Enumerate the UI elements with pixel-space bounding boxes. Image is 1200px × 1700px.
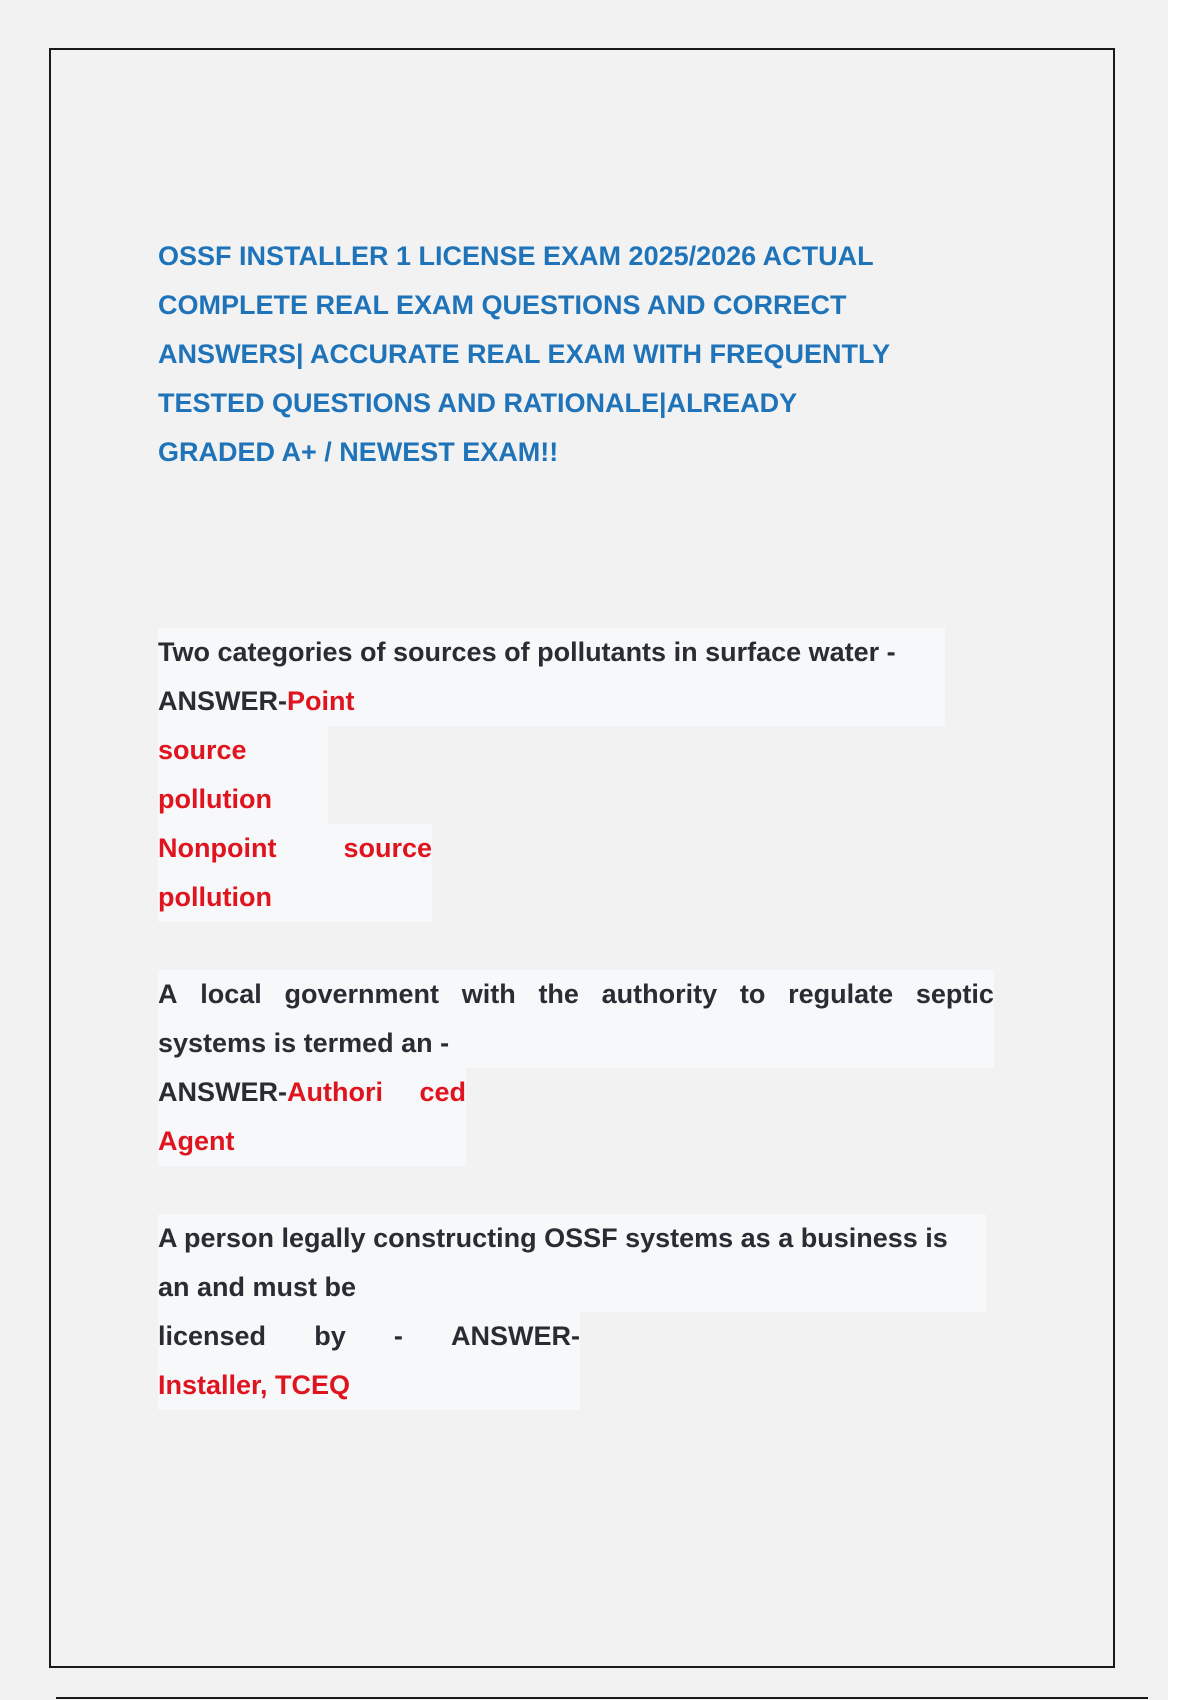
- right-gutter: [1168, 0, 1200, 1700]
- question-word: A: [158, 979, 178, 1009]
- answer-2-band: [158, 1068, 466, 1166]
- question-3-line-1: A person legally constructing OSSF systems as a business is: [158, 1223, 948, 1253]
- answer-word: source: [343, 833, 432, 863]
- question-word: to: [739, 979, 766, 1009]
- answer-3-band: [158, 1312, 580, 1410]
- answer-1-band-a: [158, 726, 328, 824]
- title-line-1: OSSF INSTALLER 1 LICENSE EXAM 2025/2026 ACTUAL: [158, 241, 874, 271]
- question-1-text: Two categories of sources of pollutants in surface water -: [158, 637, 896, 667]
- question-2-line-1: [158, 970, 994, 1019]
- answer-word: pollution: [158, 784, 272, 814]
- question-3-answer: Installer, TCEQ: [158, 1370, 351, 1400]
- question-word: septic: [915, 979, 994, 1009]
- question-3-band: [158, 1214, 986, 1312]
- question-block-1: [158, 628, 945, 922]
- question-3-line-2: an and must be: [158, 1272, 357, 1302]
- question-1-band: [158, 628, 945, 726]
- answer-word: Agent: [158, 1126, 235, 1156]
- question-word: government: [284, 979, 439, 1009]
- question-1-answer-line: [158, 677, 945, 726]
- title-line-5: GRADED A+ / NEWEST EXAM!!: [158, 437, 559, 467]
- answer-1-line: [158, 824, 432, 873]
- question-word: -: [393, 1321, 403, 1351]
- question-block-2: [158, 970, 994, 1166]
- answer-word: pollution: [158, 882, 272, 912]
- question-word: regulate: [788, 979, 894, 1009]
- question-3-line-3: [158, 1312, 580, 1361]
- answer-prefix: ANSWER-: [158, 1077, 287, 1107]
- question-2-band: [158, 970, 994, 1068]
- bottom-rule: [56, 1697, 1148, 1699]
- title-line-2: COMPLETE REAL EXAM QUESTIONS AND CORRECT: [158, 290, 847, 320]
- question-word: licensed: [158, 1321, 267, 1351]
- answer-word: Nonpoint: [158, 833, 277, 863]
- question-2-answer-line: [158, 1068, 466, 1117]
- answer-word: Point: [287, 686, 355, 716]
- answer-word: source: [158, 735, 247, 765]
- title-line-3: ANSWERS| ACCURATE REAL EXAM WITH FREQUENTLY: [158, 339, 891, 369]
- question-word: the: [538, 979, 579, 1009]
- answer-prefix: ANSWER-: [451, 1321, 580, 1351]
- document-title: [158, 232, 978, 477]
- answer-word: ced: [419, 1077, 466, 1107]
- question-word: authority: [601, 979, 718, 1009]
- question-word: by: [314, 1321, 346, 1351]
- question-word: local: [200, 979, 262, 1009]
- answer-prefix: ANSWER-: [158, 686, 287, 716]
- question-word: with: [461, 979, 516, 1009]
- answer-1-band-b: [158, 824, 432, 922]
- title-line-4: TESTED QUESTIONS AND RATIONALE|ALREADY: [158, 388, 798, 418]
- question-2-line-2: systems is termed an -: [158, 1028, 450, 1058]
- answer-word: Authori: [287, 1077, 383, 1107]
- question-block-3: [158, 1214, 986, 1410]
